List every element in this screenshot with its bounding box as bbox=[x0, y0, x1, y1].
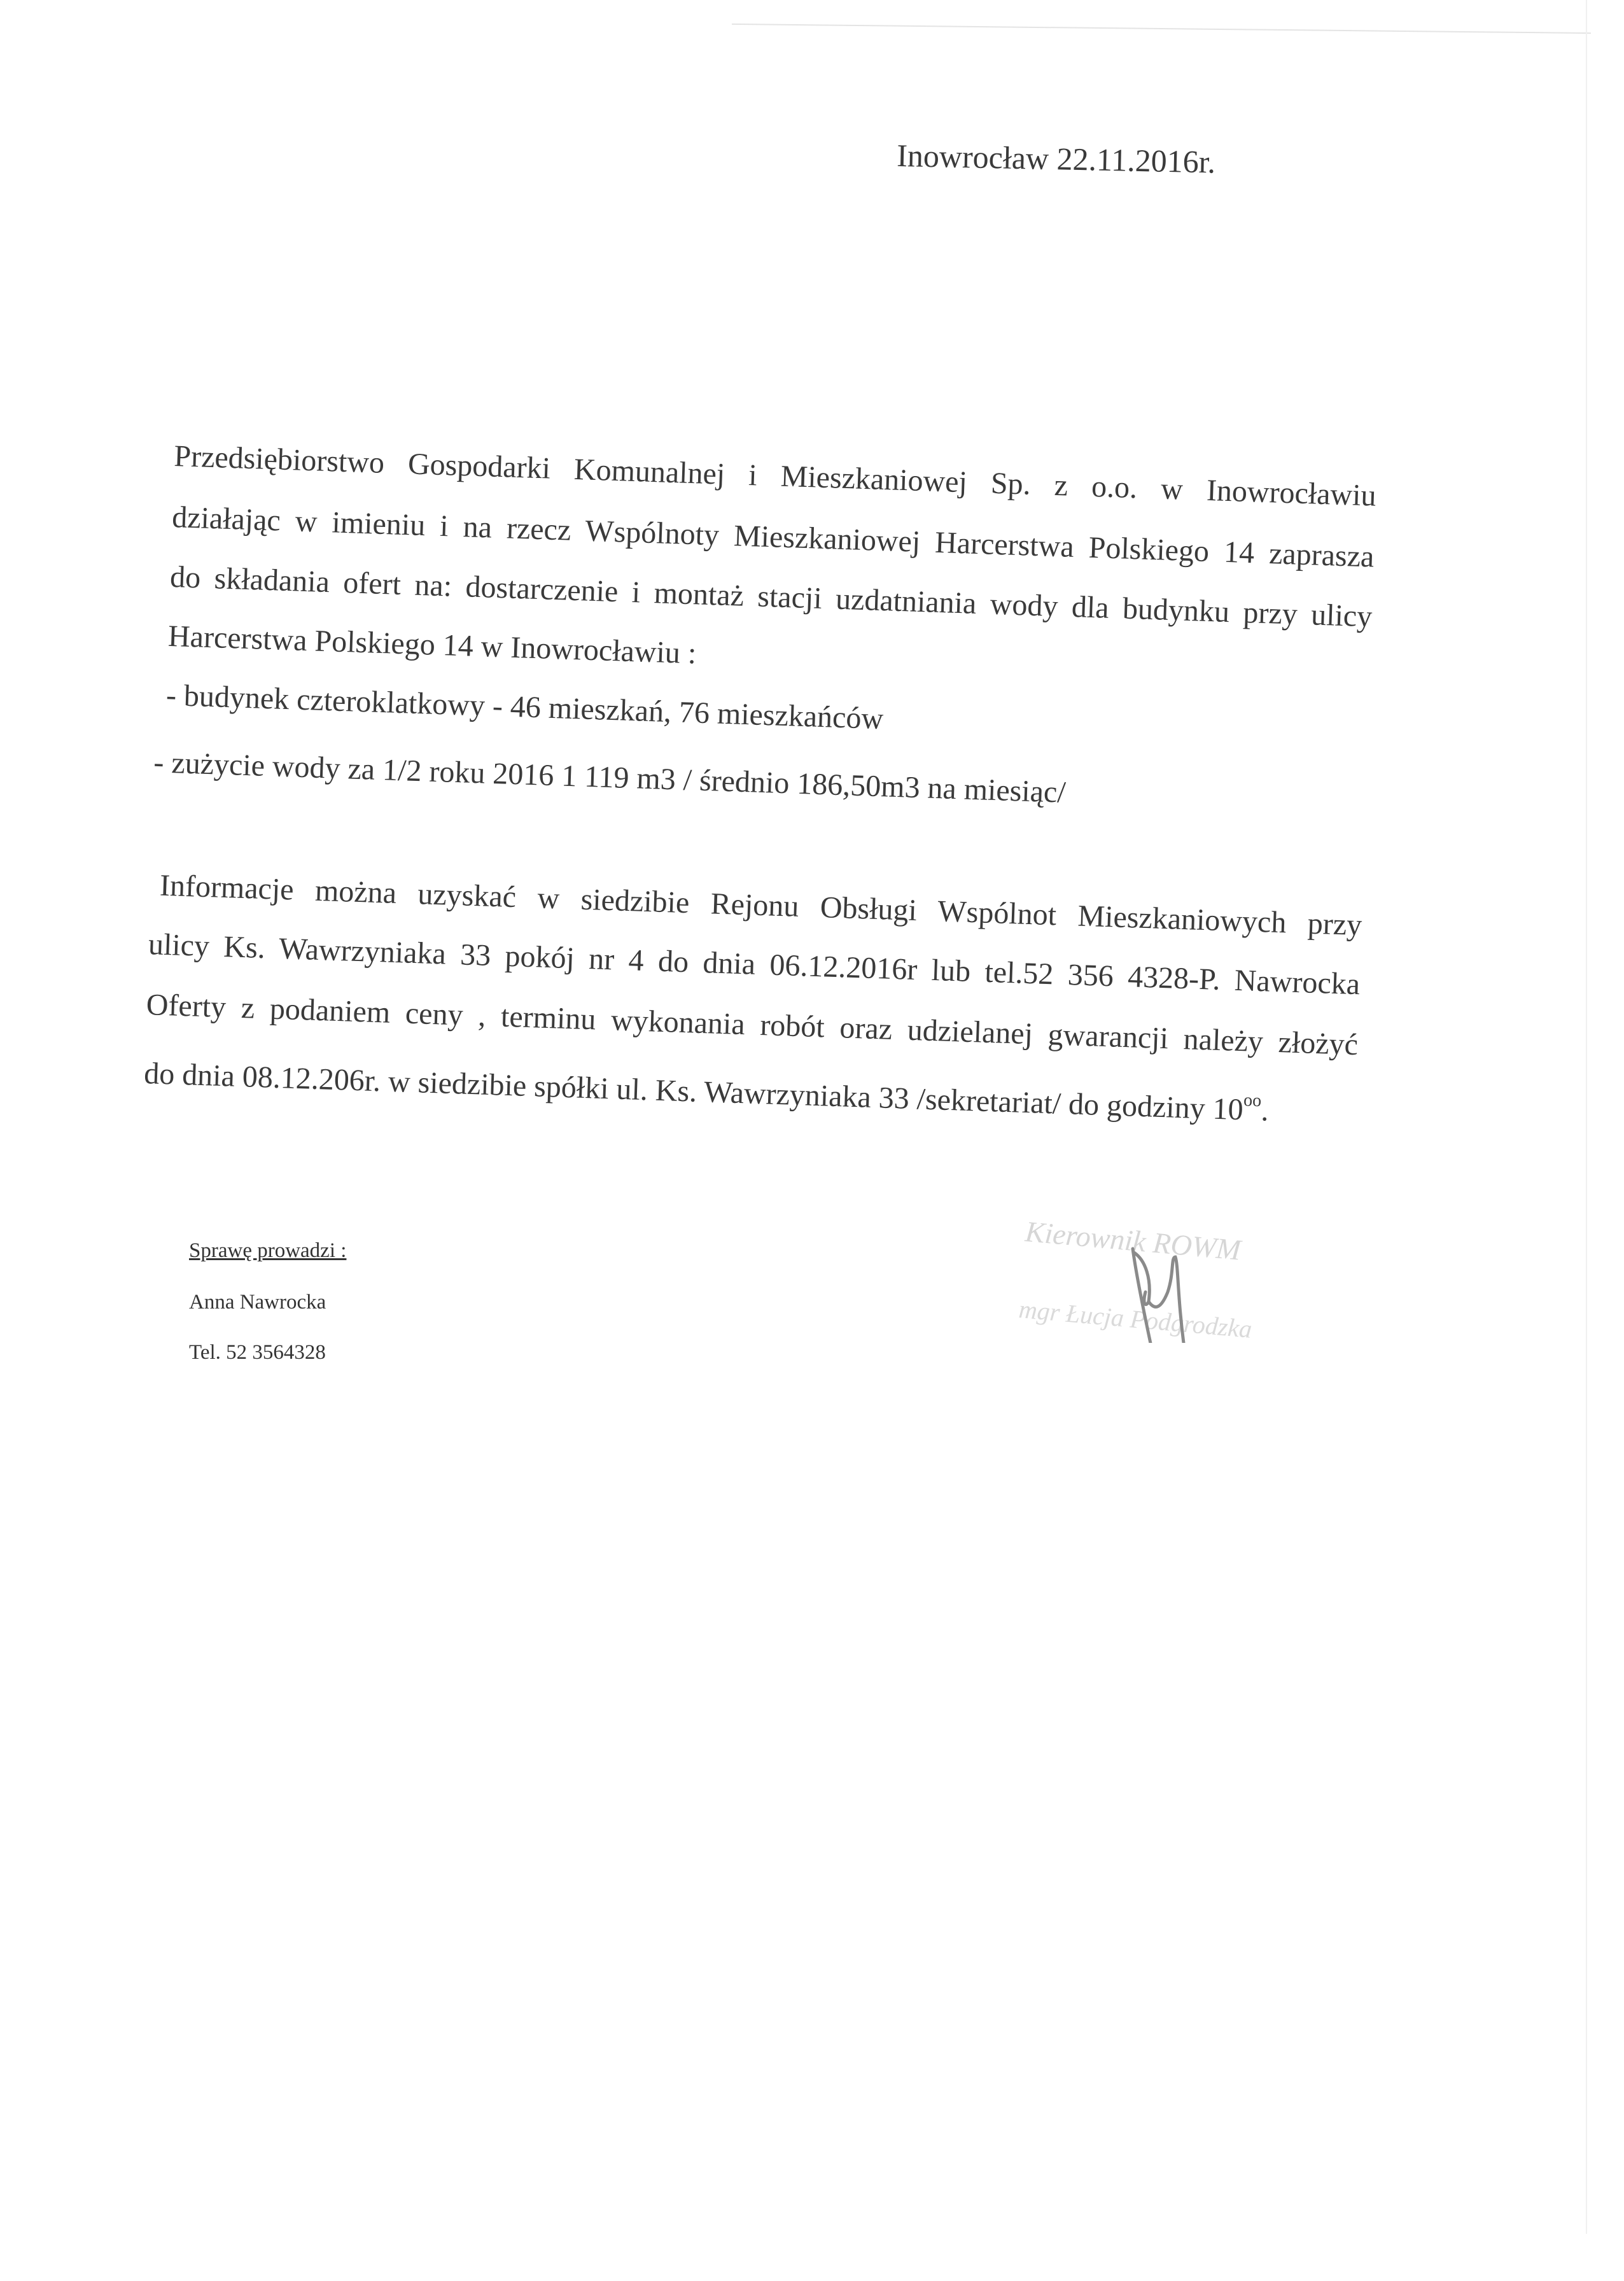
body-line: Harcerstwa Polskiego 14 w Inowrocławiu : bbox=[167, 619, 697, 671]
contact-name: Anna Nawrocka bbox=[189, 1291, 326, 1314]
deadline-end: . bbox=[1260, 1093, 1270, 1128]
list-item-building: - budynek czteroklatkowy - 46 mieszkań, 76 mieszkańców bbox=[165, 678, 884, 736]
place-date: Inowrocław 22.11.2016r. bbox=[896, 137, 1216, 180]
body-line: Oferty z podaniem ceny , terminu wykonania robót oraz udzielanej gwarancji należy złożyć bbox=[146, 988, 1359, 1062]
body-line: Informacje można uzyskać w siedzibie Rejonu Obsługi Wspólnot Mieszkaniowych przy bbox=[159, 868, 1363, 943]
body-line: działając w imieniu i na rzecz Wspólnoty Mieszkaniowej Harcerstwa Polskiego 14 zaprasza bbox=[171, 500, 1375, 574]
body-line: ulicy Ks. Wawrzyniaka 33 pokój nr 4 do dnia 06.12.2016r lub tel.52 356 4328-P. Nawrocka bbox=[148, 927, 1361, 1002]
body-line: Przedsiębiorstwo Gospodarki Komunalnej i Mieszkaniowej Sp. z o.o. w Inowrocławiu bbox=[173, 439, 1377, 513]
stamp-with-signature bbox=[1018, 1197, 1311, 1343]
svg-text:Kierownik ROWM: Kierownik ROWM bbox=[1024, 1215, 1242, 1267]
svg-text:mgr Łucja Podgrodzka: mgr Łucja Podgrodzka bbox=[1018, 1295, 1254, 1343]
stamp-signature-graphic bbox=[1018, 1197, 1311, 1343]
deadline-text: do dnia 08.12.206r. w siedzibie spółki ul. Ks. Wawrzyniaka 33 /sekretariat/ do godziny 10 bbox=[143, 1056, 1244, 1127]
deadline-superscript: oo bbox=[1243, 1090, 1262, 1111]
list-item-water-usage: - zużycie wody za 1/2 roku 2016 1 119 m3 / średnio 186,50m3 na miesiąc/ bbox=[153, 745, 1067, 810]
contact-label: Sprawę prowadzi : bbox=[189, 1239, 347, 1262]
body-line-deadline bbox=[143, 1045, 1347, 1133]
contact-phone: Tel. 52 3564328 bbox=[189, 1341, 326, 1364]
body-line: do składania ofert na: dostarczenie i montaż stacji uzdatniania wody dla budynku przy ulicy bbox=[169, 559, 1373, 634]
